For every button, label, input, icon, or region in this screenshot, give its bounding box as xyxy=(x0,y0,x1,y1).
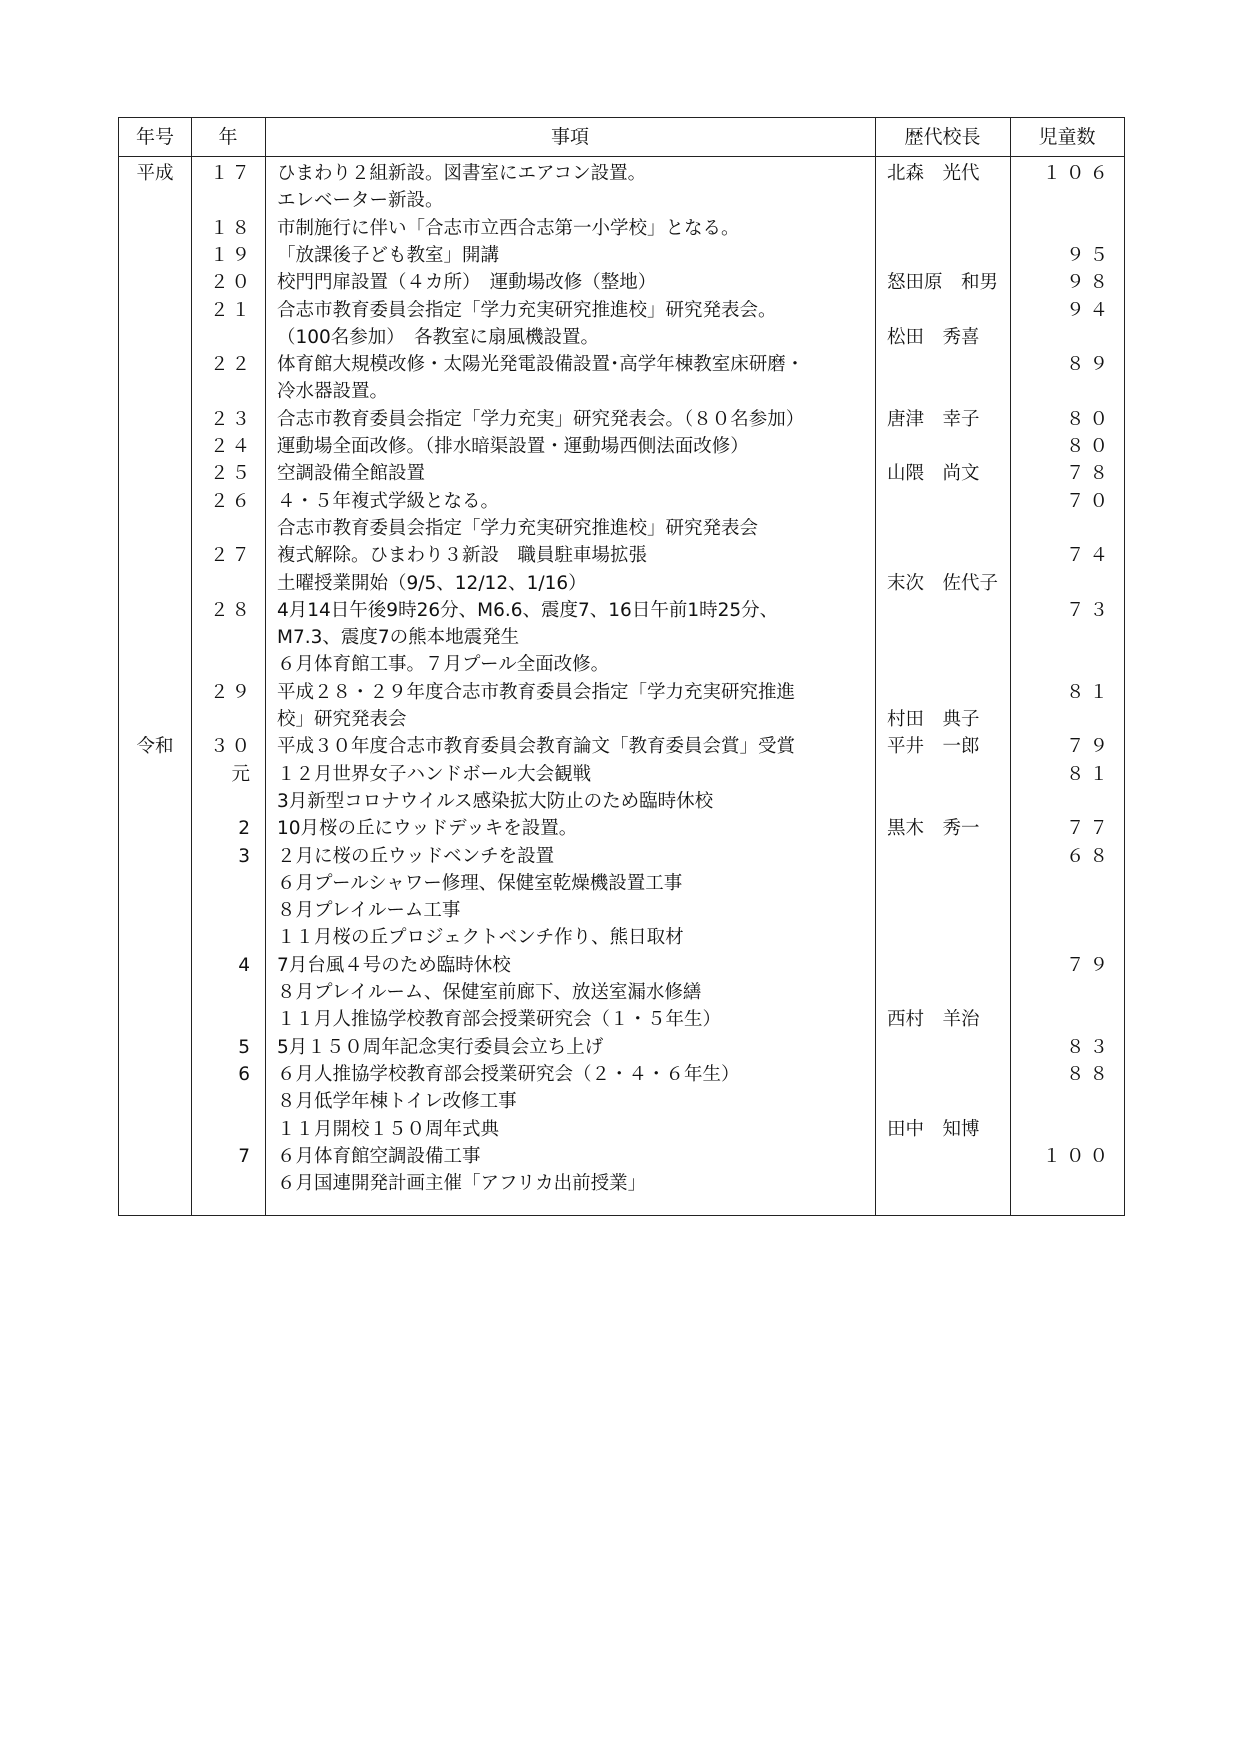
era-cell xyxy=(119,815,191,842)
event-cell: 土曜授業開始（9/5、12/12、1/16） xyxy=(277,572,587,594)
year-cell xyxy=(191,187,253,214)
year-cell xyxy=(191,897,253,924)
principal-cell xyxy=(887,679,1007,706)
principal-cell xyxy=(887,187,1007,214)
event-cell: ６月プールシャワー修理、保健室乾燥機設置工事 xyxy=(277,872,683,894)
principal-cell xyxy=(887,651,1007,678)
count-cell: ８１ xyxy=(1065,763,1113,785)
principal-cell: 北森 光代 xyxy=(887,163,980,184)
era-cell: 平成 xyxy=(136,163,174,184)
event-cell: 運動場全面改修。（排水暗渠設置・運動場西側法面改修） xyxy=(277,436,749,457)
principal-cell xyxy=(887,542,1007,569)
event-cell: ひまわり２組新設。図書室にエアコン設置。 xyxy=(277,163,647,184)
year-cell xyxy=(191,1006,253,1033)
year-cell xyxy=(191,1088,253,1115)
era-cell xyxy=(119,215,191,242)
year-cell: ２４ xyxy=(209,436,253,457)
year-cell: ２６ xyxy=(209,490,253,512)
header-divider xyxy=(119,156,1124,157)
era-cell xyxy=(119,324,191,351)
era-cell xyxy=(119,570,191,597)
event-cell: 市制施行に伴い「合志市立西合志第一小学校」となる。 xyxy=(277,217,740,239)
year-cell: ２５ xyxy=(209,463,253,485)
era-cell xyxy=(119,788,191,815)
year-cell xyxy=(191,870,253,897)
year-cell xyxy=(191,324,253,351)
count-cell xyxy=(1010,870,1113,897)
event-cell: ８月プレイルーム、保健室前廊下、放送室漏水修繕 xyxy=(277,982,702,1003)
principal-cell xyxy=(887,1034,1007,1061)
era-cell xyxy=(119,406,191,433)
era-cell xyxy=(119,542,191,569)
count-cell: ７３ xyxy=(1065,599,1113,621)
column-divider xyxy=(265,118,266,1215)
event-cell: 体育館大規模改修・太陽光発電設備設置･高学年棟教室床研磨・ xyxy=(277,354,805,376)
era-cell xyxy=(119,378,191,405)
principal-cell: 末次 佐代子 xyxy=(887,572,999,594)
count-cell: ８０ xyxy=(1065,408,1113,430)
history-table xyxy=(118,117,1125,1216)
principal-cell: 村田 典子 xyxy=(887,709,980,730)
event-cell: ８月低学年棟トイレ改修工事 xyxy=(277,1091,517,1113)
year-cell: 6 xyxy=(238,1063,253,1085)
principal-cell xyxy=(887,378,1007,405)
event-cell: ６月国連開発計画主催「アフリカ出前授業」 xyxy=(277,1173,647,1195)
count-cell: ８３ xyxy=(1065,1036,1113,1058)
era-cell xyxy=(119,597,191,624)
principal-cell xyxy=(887,979,1007,1006)
era-cell xyxy=(119,1006,191,1033)
era-cell xyxy=(119,761,191,788)
event-cell: 4月14日午後9時26分、M6.6、震度7、16日午前1時25分、 xyxy=(277,599,779,621)
year-cell xyxy=(191,515,253,542)
count-cell xyxy=(1010,924,1113,951)
event-cell: 合志市教育委員会指定「学力充実研究推進校」研究発表会 xyxy=(277,517,759,539)
principal-cell: 怒田原 和男 xyxy=(887,272,999,294)
year-cell xyxy=(191,624,253,651)
era-cell xyxy=(119,1061,191,1088)
event-cell: ６月体育館工事。７月プール全面改修。 xyxy=(277,654,610,676)
count-cell: ７０ xyxy=(1065,490,1113,512)
era-cell xyxy=(119,651,191,678)
principal-cell xyxy=(887,924,1007,951)
event-cell: 平成３０年度合志市教育委員会教育論文「教育委員会賞」受賞 xyxy=(277,736,796,758)
year-cell: ２１ xyxy=(209,299,253,321)
principal-cell xyxy=(887,952,1007,979)
principal-cell: 黒木 秀一 xyxy=(887,818,980,840)
year-cell xyxy=(191,378,253,405)
count-cell xyxy=(1010,570,1113,597)
era-cell xyxy=(119,870,191,897)
count-cell: ６８ xyxy=(1065,845,1113,867)
year-cell xyxy=(191,924,253,951)
year-cell xyxy=(191,706,253,733)
year-cell: 3 xyxy=(238,845,253,867)
count-cell xyxy=(1010,1116,1113,1143)
era-cell xyxy=(119,242,191,269)
principal-cell xyxy=(887,1061,1007,1088)
count-cell xyxy=(1010,1170,1113,1197)
era-cell xyxy=(119,433,191,460)
principal-cell: 唐津 幸子 xyxy=(887,408,980,430)
year-cell xyxy=(191,1170,253,1197)
event-cell: 校」研究発表会 xyxy=(277,709,407,730)
principal-cell: 西村 羊治 xyxy=(887,1009,980,1031)
year-cell: 7 xyxy=(238,1145,253,1167)
year-cell: １８ xyxy=(209,217,253,239)
year-cell xyxy=(191,1116,253,1143)
event-cell: ４・５年複式学級となる。 xyxy=(277,490,500,512)
principal-cell: 松田 秀喜 xyxy=(887,326,980,348)
event-cell: 複式解除。ひまわり３新設 職員駐車場拡張 xyxy=(277,545,648,567)
count-cell: ７４ xyxy=(1065,545,1113,567)
era-cell xyxy=(119,269,191,296)
count-cell xyxy=(1010,897,1113,924)
year-cell xyxy=(191,651,253,678)
header-principal: 歴代校長 xyxy=(904,126,981,148)
count-cell: ９４ xyxy=(1065,299,1113,321)
event-cell: 「放課後子ども教室」開講 xyxy=(277,244,500,266)
header-event: 事項 xyxy=(550,126,589,148)
event-cell: 合志市教育委員会指定「学力充実研究推進校」研究発表会。 xyxy=(277,299,777,321)
year-cell: ２８ xyxy=(209,599,253,621)
principal-cell: 平井 一郎 xyxy=(887,736,980,758)
principal-cell xyxy=(887,215,1007,242)
count-cell xyxy=(1010,324,1113,351)
year-cell: 4 xyxy=(238,954,253,976)
event-cell: エレベーター新設。 xyxy=(277,190,444,212)
era-cell xyxy=(119,1088,191,1115)
year-cell xyxy=(191,979,253,1006)
principal-cell xyxy=(887,297,1007,324)
principal-cell xyxy=(887,870,1007,897)
era-cell xyxy=(119,1143,191,1170)
event-cell: 5月１５０周年記念実行委員会立ち上げ xyxy=(277,1036,604,1058)
era-cell xyxy=(119,979,191,1006)
era-cell xyxy=(119,897,191,924)
principal-cell xyxy=(887,761,1007,788)
count-cell xyxy=(1010,378,1113,405)
principal-cell: 山隈 尚文 xyxy=(887,463,980,485)
era-cell xyxy=(119,706,191,733)
era-cell xyxy=(119,924,191,951)
column-divider xyxy=(875,118,876,1215)
principal-cell xyxy=(887,242,1007,269)
principal-cell xyxy=(887,1088,1007,1115)
event-cell: （100名参加） 各教室に扇風機設置。 xyxy=(277,326,600,348)
era-cell xyxy=(119,488,191,515)
event-cell: 平成２８・２９年度合志市教育委員会指定「学力充実研究推進 xyxy=(277,681,796,703)
event-cell: 10月桜の丘にウッドデッキを設置。 xyxy=(277,818,578,840)
era-cell xyxy=(119,679,191,706)
era-cell: 令和 xyxy=(136,736,174,758)
count-cell: ７９ xyxy=(1065,736,1113,758)
header-year: 年 xyxy=(218,126,238,148)
count-cell: ７８ xyxy=(1065,463,1113,485)
era-cell xyxy=(119,1116,191,1143)
event-cell: １１月人推協学校教育部会授業研究会（１・５年生） xyxy=(277,1009,722,1031)
count-cell: ８９ xyxy=(1065,354,1113,376)
count-cell: １００ xyxy=(1042,1145,1113,1167)
year-cell xyxy=(191,788,253,815)
principal-cell xyxy=(887,1170,1007,1197)
year-cell: ３０ xyxy=(209,736,253,758)
principal-cell xyxy=(887,624,1007,651)
header-count: 児童数 xyxy=(1038,126,1096,148)
year-cell: ２７ xyxy=(209,545,253,567)
era-cell xyxy=(119,843,191,870)
event-cell: 校門門扉設置（４カ所） 運動場改修（整地） xyxy=(277,272,657,294)
principal-cell xyxy=(887,897,1007,924)
year-cell: １７ xyxy=(209,163,253,184)
header-era: 年号 xyxy=(135,126,174,148)
count-cell xyxy=(1010,651,1113,678)
year-cell: 2 xyxy=(238,818,253,840)
count-cell: ９８ xyxy=(1065,272,1113,294)
count-cell xyxy=(1010,1088,1113,1115)
principal-cell xyxy=(887,515,1007,542)
year-cell xyxy=(191,570,253,597)
year-cell: 元 xyxy=(231,763,253,785)
year-cell: ２０ xyxy=(209,272,253,294)
year-cell: 5 xyxy=(238,1036,253,1058)
count-cell: ９５ xyxy=(1065,244,1113,266)
era-cell xyxy=(119,460,191,487)
count-cell xyxy=(1010,979,1113,1006)
event-cell: １１月桜の丘プロジェクトベンチ作り、熊日取材 xyxy=(277,927,684,949)
event-cell: M7.3、震度7の熊本地震発生 xyxy=(277,627,520,649)
era-cell xyxy=(119,624,191,651)
event-cell: ６月人推協学校教育部会授業研究会（２・４・６年生） xyxy=(277,1063,740,1085)
event-cell: 冷水器設置。 xyxy=(277,381,389,403)
year-cell: ２３ xyxy=(209,408,253,430)
count-cell xyxy=(1010,187,1113,214)
principal-cell xyxy=(887,488,1007,515)
event-cell: １２月世界女子ハンドボール大会観戦 xyxy=(277,763,592,785)
year-cell: ２９ xyxy=(209,681,253,703)
count-cell: ８８ xyxy=(1065,1063,1113,1085)
count-cell: １０６ xyxy=(1042,163,1113,184)
event-cell: 空調設備全館設置 xyxy=(277,463,426,485)
era-cell xyxy=(119,515,191,542)
count-cell: ７９ xyxy=(1065,954,1113,976)
count-cell xyxy=(1010,1006,1113,1033)
event-cell: １１月開校１５０周年式典 xyxy=(277,1118,500,1140)
count-cell xyxy=(1010,215,1113,242)
count-cell: ８０ xyxy=(1065,436,1113,457)
principal-cell xyxy=(887,843,1007,870)
era-cell xyxy=(119,351,191,378)
principal-cell xyxy=(887,597,1007,624)
principal-cell xyxy=(887,788,1007,815)
era-cell xyxy=(119,1170,191,1197)
count-cell: ７７ xyxy=(1065,818,1113,840)
event-cell: 7月台風４号のため臨時休校 xyxy=(277,954,511,976)
era-cell xyxy=(119,952,191,979)
year-cell: １９ xyxy=(209,244,253,266)
era-cell xyxy=(119,297,191,324)
event-cell: 合志市教育委員会指定「学力充実」研究発表会。（８０名参加） xyxy=(277,408,805,430)
count-cell xyxy=(1010,515,1113,542)
event-cell: ６月体育館空調設備工事 xyxy=(277,1145,481,1167)
principal-cell xyxy=(887,351,1007,378)
event-cell: 3月新型コロナウイルス感染拡大防止のため臨時休校 xyxy=(277,790,714,812)
event-cell: ８月プレイルーム工事 xyxy=(277,900,461,922)
era-cell xyxy=(119,1034,191,1061)
count-cell: ８１ xyxy=(1065,681,1113,703)
year-cell: ２２ xyxy=(209,354,253,376)
count-cell xyxy=(1010,624,1113,651)
principal-cell xyxy=(887,1143,1007,1170)
event-cell: ２月に桜の丘ウッドベンチを設置 xyxy=(277,845,555,867)
count-cell xyxy=(1010,706,1113,733)
era-cell xyxy=(119,187,191,214)
count-cell xyxy=(1010,788,1113,815)
principal-cell xyxy=(887,433,1007,460)
principal-cell: 田中 知博 xyxy=(887,1118,980,1140)
